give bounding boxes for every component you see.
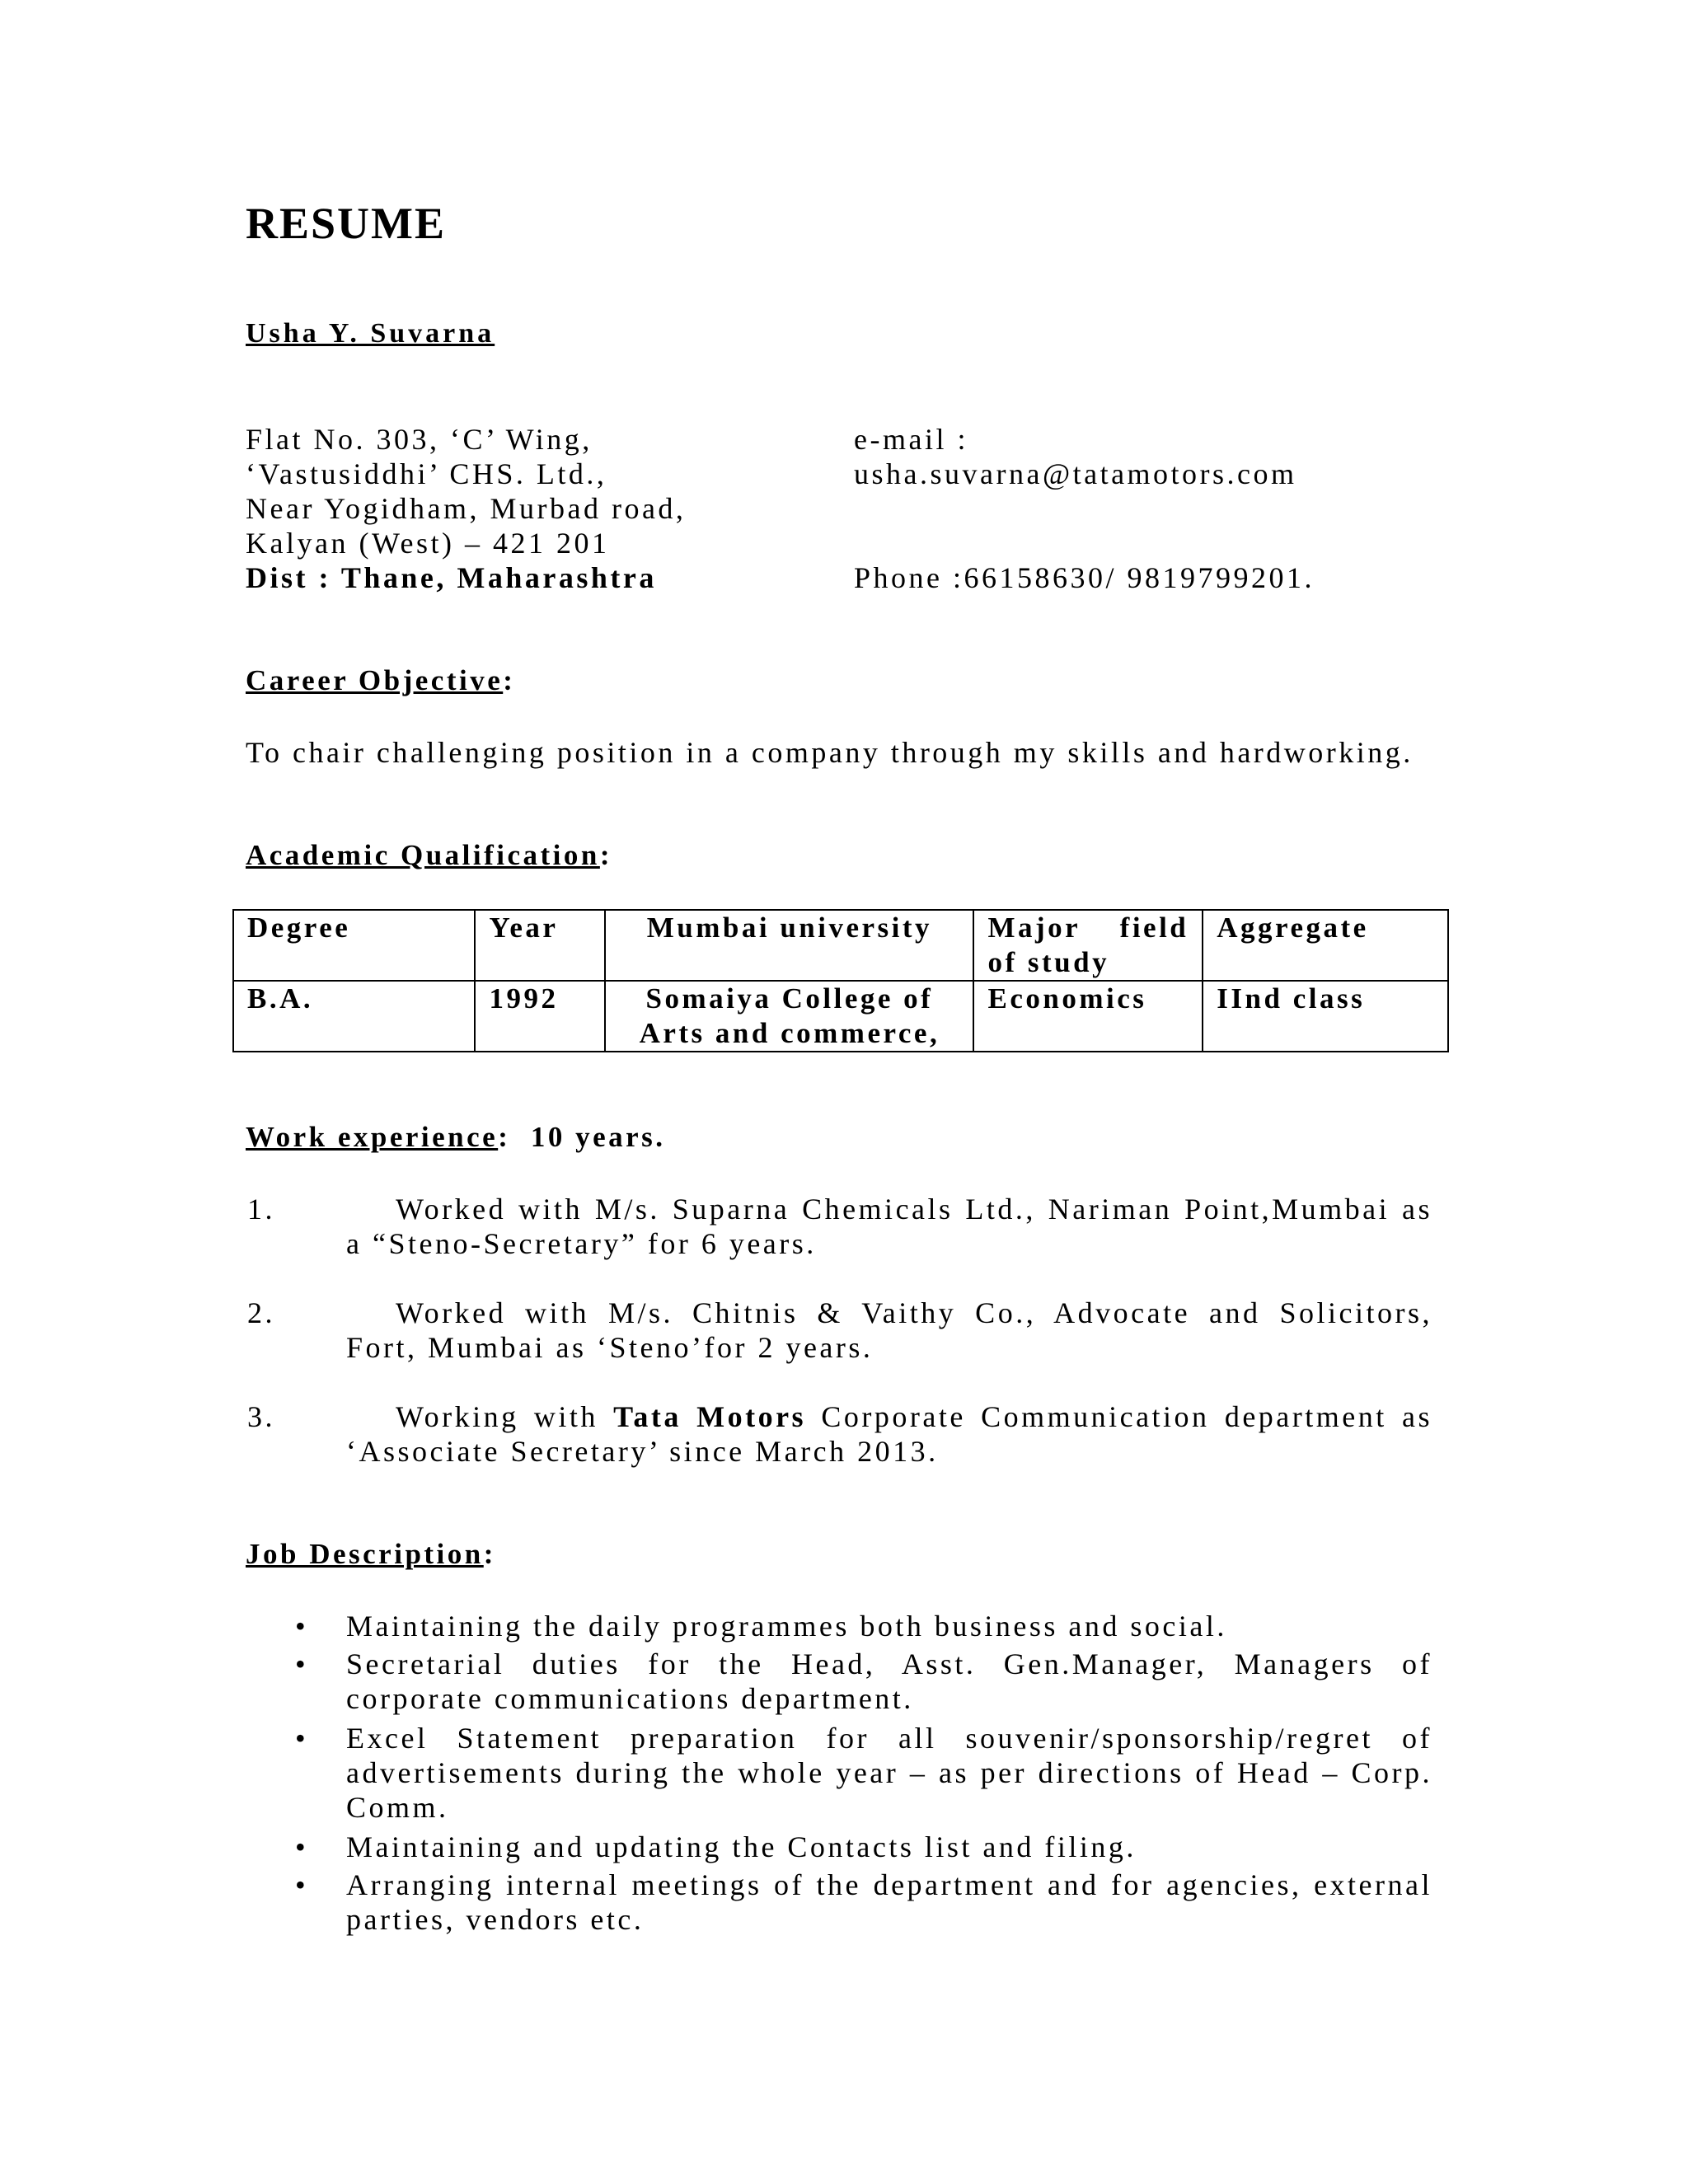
candidate-name: Usha Y. Suvarna	[246, 318, 495, 349]
experience-text-post: Corporate Communication department as	[806, 1400, 1433, 1433]
list-item-line: Arranging internal meetings of the department and for agencies, external	[346, 1868, 1432, 1901]
table-cell: 1992	[475, 981, 605, 1052]
address-line-5: Dist : Thane, Maharashtra	[246, 561, 657, 594]
experience-number: 3.	[247, 1400, 275, 1433]
list-item-line: corporate communications department.	[346, 1682, 914, 1715]
table-header-cell: Degree	[233, 910, 475, 981]
table-cell: IInd class	[1203, 981, 1448, 1052]
list-item-line: parties, vendors etc.	[346, 1903, 645, 1936]
address-line-4: Kalyan (West) – 421 201	[246, 527, 610, 560]
list-item-line: advertisements during the whole year – as per directions of Head – Corp.	[346, 1756, 1432, 1789]
academic-table	[232, 909, 1449, 1052]
work-experience-heading-text: Work experience	[246, 1121, 499, 1153]
work-experience-years: 10 years.	[530, 1121, 666, 1153]
list-item-line: Maintaining the daily programmes both business and social.	[346, 1610, 1227, 1643]
phone-number: Phone :66158630/ 9819799201.	[854, 561, 1315, 594]
email-label: e-mail :	[854, 423, 968, 456]
table-cell: Economics	[973, 981, 1203, 1052]
work-experience-heading	[246, 1121, 666, 1154]
table-header-row	[233, 910, 1448, 981]
address-line-3: Near Yogidham, Murbad road,	[246, 492, 687, 525]
table-row	[233, 981, 1448, 1052]
list-item	[346, 1830, 1432, 1864]
employer-tata-motors: Tata Motors	[613, 1400, 807, 1433]
table-header-cell: Year	[475, 910, 605, 981]
list-item	[346, 1721, 1432, 1825]
list-item-line: Comm.	[346, 1791, 449, 1824]
college-line-1: Somaiya College of	[645, 982, 934, 1015]
bullet-icon: •	[295, 1722, 306, 1755]
academic-heading	[246, 839, 612, 872]
career-objective-text: To chair challenging position in a company through my skills and hardworking.	[246, 736, 1414, 769]
career-objective-colon: :	[503, 664, 516, 696]
email-address: usha.suvarna@tatamotors.com	[854, 457, 1297, 490]
experience-text-pre: Working with	[396, 1400, 614, 1433]
experience-number: 2.	[247, 1296, 275, 1329]
experience-item	[346, 1192, 1432, 1261]
page-title: RESUME	[246, 199, 447, 248]
experience-item	[346, 1296, 1432, 1365]
table-header-cell: Aggregate	[1203, 910, 1448, 981]
job-description-heading	[246, 1538, 496, 1571]
work-experience-colon: :	[498, 1121, 511, 1153]
experience-line-2: a “Steno-Secretary” for 6 years.	[346, 1227, 817, 1260]
major-field-line-2: of study	[987, 946, 1110, 978]
bullet-icon: •	[295, 1647, 306, 1680]
career-objective-heading	[246, 664, 515, 697]
job-description-heading-text: Job Description	[246, 1538, 484, 1570]
list-item	[346, 1647, 1432, 1716]
experience-line-2: ‘Associate Secretary’ since March 2013.	[346, 1435, 939, 1468]
address-line-2: ‘Vastusiddhi’ CHS. Ltd.,	[246, 457, 607, 490]
list-item-line: Excel Statement preparation for all souvenir/sponsorship/regret of	[346, 1722, 1432, 1755]
table-header-cell: Mumbai university	[605, 910, 973, 981]
table-cell: B.A.	[233, 981, 475, 1052]
college-line-2: Arts and commerce,	[639, 1017, 940, 1049]
experience-line-1: Worked with M/s. Suparna Chemicals Ltd., Nariman Point,Mumbai as	[396, 1193, 1432, 1226]
job-description-colon: :	[483, 1538, 496, 1570]
table-header-cell	[973, 910, 1203, 981]
major-field-line-1: Major field	[987, 912, 1189, 944]
experience-line-1	[247, 1399, 1432, 1434]
list-item-line: Maintaining and updating the Contacts list and filing.	[346, 1830, 1137, 1863]
experience-number: 1.	[247, 1193, 275, 1226]
bullet-icon: •	[295, 1610, 306, 1643]
list-item	[346, 1868, 1432, 1937]
academic-heading-text: Academic Qualification	[246, 839, 600, 871]
experience-line-2: Fort, Mumbai as ‘Steno’for 2 years.	[346, 1331, 874, 1364]
address-line-1: Flat No. 303, ‘C’ Wing,	[246, 423, 593, 456]
table-cell	[605, 981, 973, 1052]
list-item	[346, 1609, 1432, 1643]
experience-line-1: Worked with M/s. Chitnis & Vaithy Co., Advocate and Solicitors,	[396, 1296, 1432, 1329]
experience-item	[346, 1399, 1432, 1469]
academic-colon: :	[599, 839, 613, 871]
bullet-icon: •	[295, 1830, 306, 1863]
list-item-line: Secretarial duties for the Head, Asst. Gen.Manager, Managers of	[346, 1647, 1432, 1680]
bullet-icon: •	[295, 1868, 306, 1901]
career-objective-heading-text: Career Objective	[246, 664, 504, 696]
